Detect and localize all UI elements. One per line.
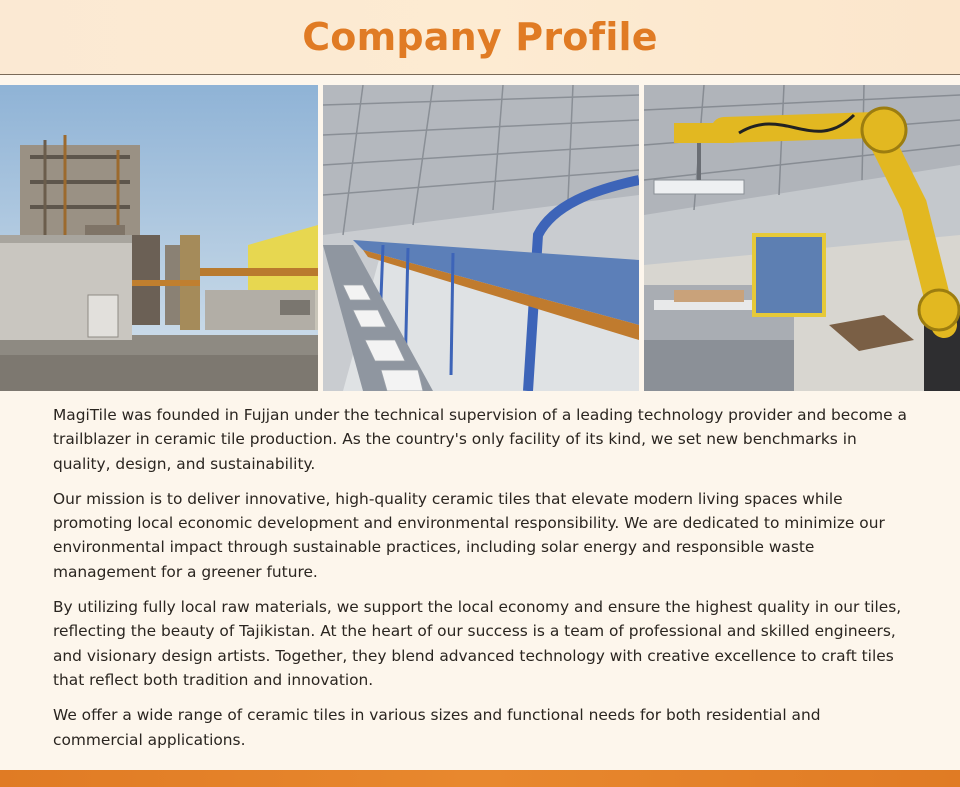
photo-strip	[0, 85, 960, 391]
kiln-conveyor-photo	[323, 85, 639, 391]
robotic-arm-photo	[644, 85, 960, 391]
page-title: Company Profile	[302, 15, 658, 59]
paragraph-products: We offer a wide range of ceramic tiles in various sizes and functional needs for both residential and commercial applications.	[53, 706, 821, 749]
page-header	[0, 0, 960, 75]
paragraph-mission: Our mission is to deliver innovative, high-quality ceramic tiles that elevate modern living spaces while promoting local economic development and environmental responsibility. We are dedicated to minimize our environmental impact through sustainable practices, including solar energy and responsible waste management for a greener future.	[53, 489, 885, 581]
profile-text	[53, 403, 913, 763]
footer-accent-bar	[0, 770, 960, 787]
paragraph-history: MagiTile was founded in Fujjan under the technical supervision of a leading technology provider and become a trailblazer in ceramic tile production. As the country's only facility of its kind, we set new benchmarks in quality, design, and sustainability.	[53, 406, 907, 473]
factory-exterior-photo	[0, 85, 318, 391]
paragraph-materials-team: By utilizing fully local raw materials, we support the local economy and ensure the highest quality in our tiles, reflecting the beauty of Tajikistan. At the heart of our success is a team of professional and skilled engineers, and visionary design artists. Together, they blend advanced technology with creative excellence to craft tiles that reflect both tradition and innovation.	[53, 598, 902, 689]
